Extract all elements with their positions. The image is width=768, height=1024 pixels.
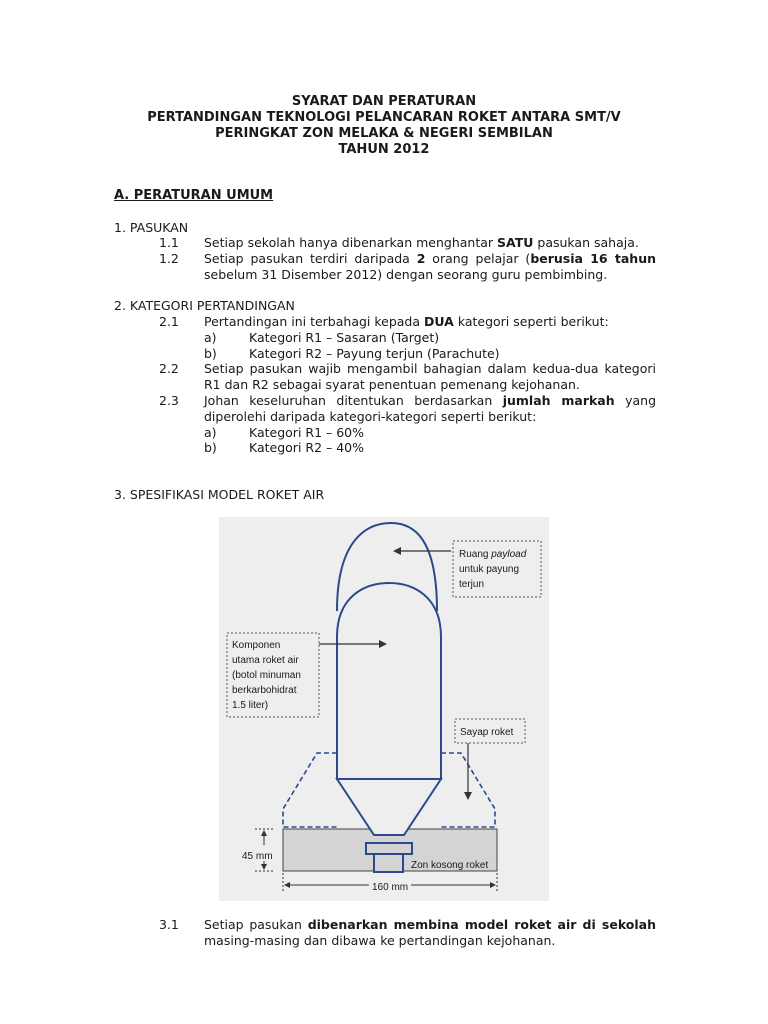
nozzle-stem (374, 854, 403, 872)
item-1-1-number: 1.1 (159, 235, 179, 250)
item-1-2-line2: sebelum 31 Disember 2012) dengan seorang guru pembimbing. (204, 267, 608, 282)
section-3-heading: 3. SPESIFIKASI MODEL ROKET AIR (114, 487, 325, 502)
bottle-body (337, 583, 441, 779)
item-2-3-b-text: Kategori R2 – 40% (249, 440, 365, 455)
item-1-1-text: Setiap sekolah hanya dibenarkan menghantar SATU pasukan sahaja. (204, 235, 639, 250)
item-2-1-number: 2.1 (159, 314, 179, 329)
component-label-line5: 1.5 liter) (232, 700, 269, 711)
section-a-heading: A. PERATURAN UMUM (114, 188, 274, 203)
rocket-diagram (219, 517, 549, 901)
item-2-3-line2: diperolehi daripada kategori-kategori seperti berikut: (204, 409, 537, 424)
payload-label-line3: terjun (459, 579, 485, 590)
item-2-1-a-mark: a) (204, 330, 217, 345)
nozzle-cap (366, 843, 412, 854)
doc-title-line4: TAHUN 2012 (338, 142, 430, 157)
item-2-2-line1: Setiap pasukan wajib mengambil bahagian dalam kedua-dua kategori (204, 361, 656, 376)
item-2-3-a-mark: a) (204, 425, 217, 440)
payload-label-line1: Ruang payload (459, 549, 527, 560)
item-1-2-number: 1.2 (159, 251, 179, 266)
item-2-3-number: 2.3 (159, 393, 179, 408)
item-2-1-text: Pertandingan ini terbahagi kepada DUA kategori seperti berikut: (204, 314, 609, 329)
item-2-1-a-text: Kategori R1 – Sasaran (Target) (249, 330, 440, 345)
section-2-heading: 2. KATEGORI PERTANDINGAN (114, 298, 295, 313)
payload-label-line2: untuk payung (459, 564, 520, 575)
item-3-1-number: 3.1 (159, 917, 179, 932)
component-label-line3: (botol minuman (232, 670, 301, 681)
section-1-heading: 1. PASUKAN (114, 220, 189, 235)
item-2-3-a-text: Kategori R1 – 60% (249, 425, 365, 440)
dim-width-label: 160 mm (372, 882, 409, 893)
zone-label-text: Zon kosong roket (411, 860, 489, 871)
item-2-3-line1: Johan keseluruhan ditentukan berdasarkan jumlah markah yang (204, 393, 657, 408)
item-2-1-b-mark: b) (204, 346, 217, 361)
item-2-2-line2: R1 dan R2 sebagai syarat penentuan pemenang kejohanan. (204, 377, 580, 392)
item-3-1-line1: Setiap pasukan dibenarkan membina model roket air di sekolah (204, 917, 657, 932)
component-label-line1: Komponen (232, 640, 281, 651)
component-label-line4: berkarbohidrat (232, 685, 297, 696)
item-2-2-number: 2.2 (159, 361, 179, 376)
item-2-3-b-mark: b) (204, 440, 217, 455)
component-label-line2: utama roket air (232, 655, 299, 666)
doc-title-line2: PERTANDINGAN TEKNOLOGI PELANCARAN ROKET ANTARA SMT/V (147, 110, 621, 125)
item-1-2-line1: Setiap pasukan terdiri daripada 2 orang pelajar (berusia 16 tahun (204, 251, 657, 266)
wing-label-text: Sayap roket (460, 727, 514, 738)
dim-height-label: 45 mm (242, 851, 273, 862)
doc-title-line3: PERINGKAT ZON MELAKA & NEGERI SEMBILAN (215, 126, 553, 141)
item-3-1-line2: masing-masing dan dibawa ke pertandingan kejohanan. (204, 933, 556, 948)
item-2-1-b-text: Kategori R2 – Payung terjun (Parachute) (249, 346, 500, 361)
doc-title-line1: SYARAT DAN PERATURAN (291, 94, 477, 109)
